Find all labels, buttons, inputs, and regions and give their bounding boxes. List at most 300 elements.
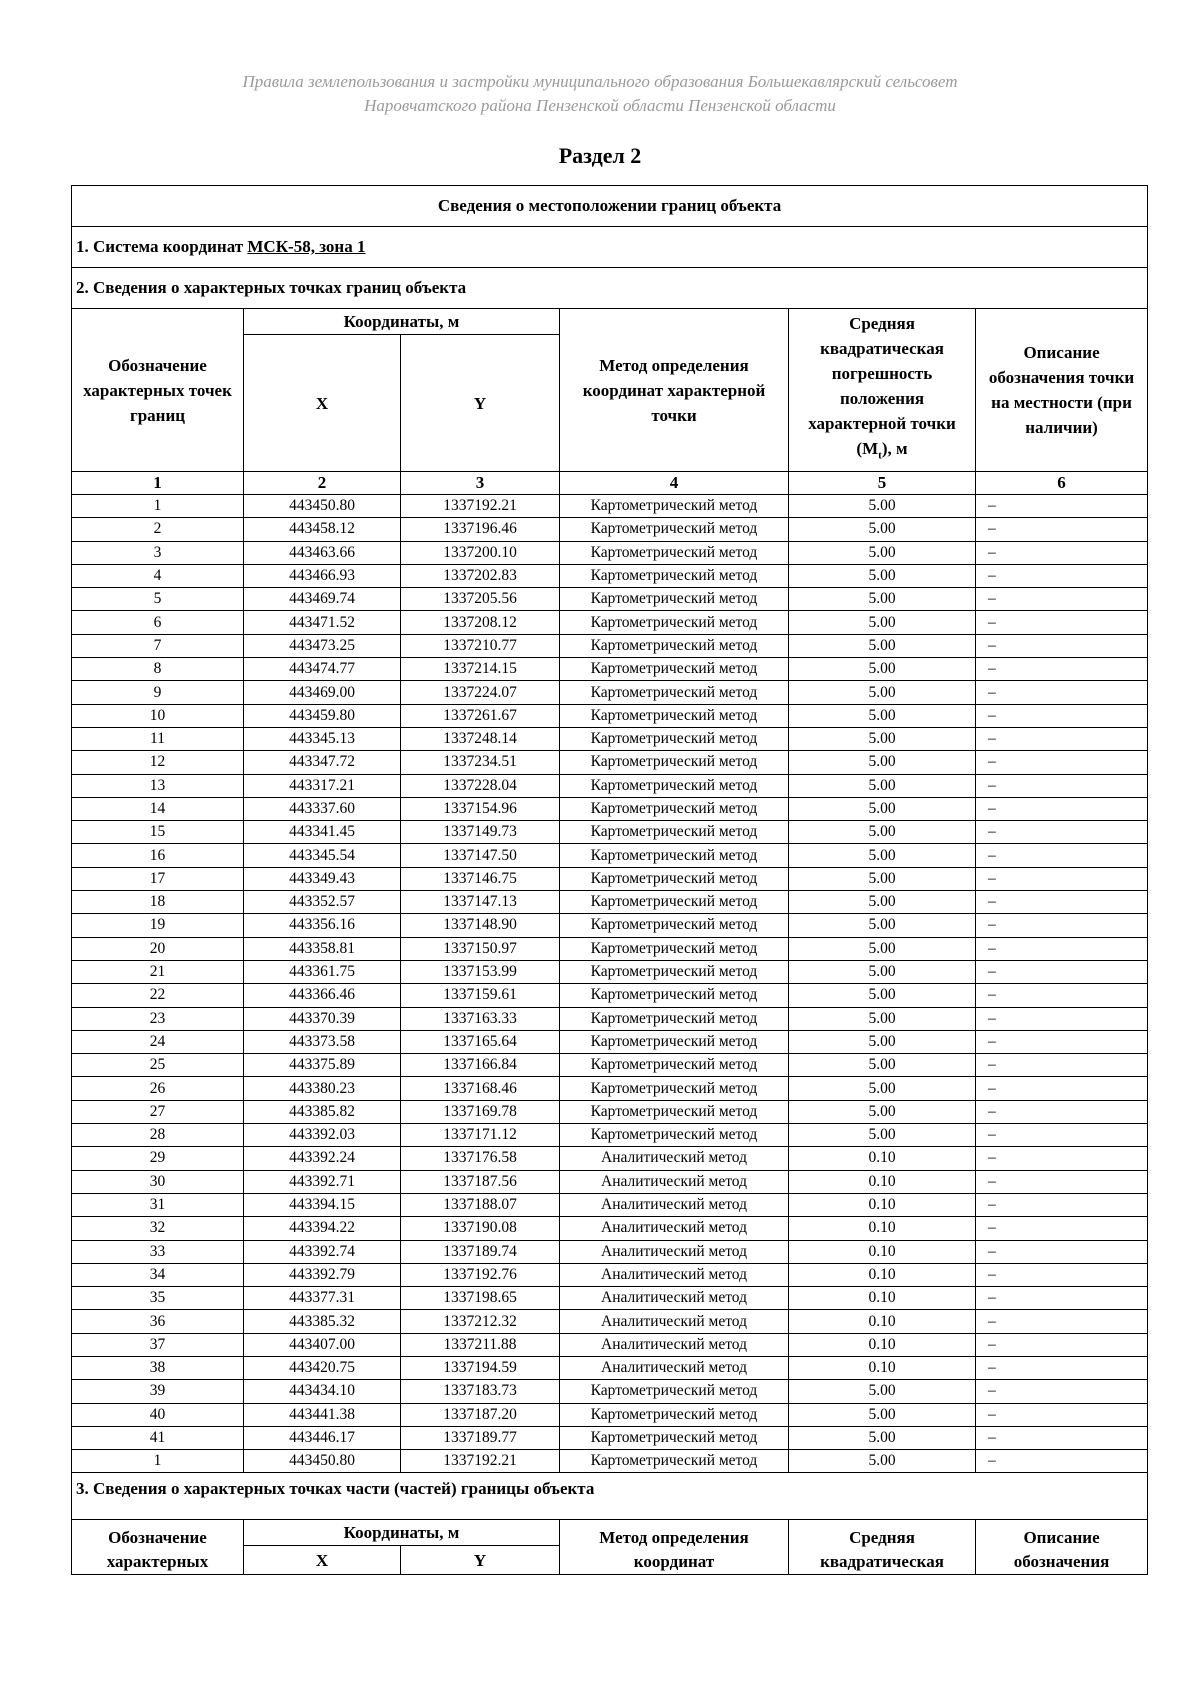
method-cell: Аналитический метод [560,1263,789,1286]
point-number-cell: 27 [72,1100,244,1123]
method-cell: Картометрический метод [560,495,789,518]
coord-y-cell: 1337261.67 [401,704,560,727]
description-cell: – [976,634,1148,657]
description-cell: – [976,1356,1148,1379]
page-header [0,70,1200,118]
coord-x-cell: 443392.03 [244,1124,401,1147]
description-cell: – [976,658,1148,681]
coord-y-cell: 1337248.14 [401,727,560,750]
description-cell: – [976,541,1148,564]
coord-x-cell: 443392.79 [244,1263,401,1286]
error-cell: 5.00 [789,634,976,657]
table-row [72,588,1148,611]
method-cell: Картометрический метод [560,821,789,844]
table-row [72,727,1148,750]
method-cell: Картометрический метод [560,960,789,983]
point-number-cell: 21 [72,960,244,983]
coord-y-cell: 1337224.07 [401,681,560,704]
coord-y-cell: 1337189.74 [401,1240,560,1263]
error-cell: 5.00 [789,681,976,704]
coord-y-cell: 1337147.50 [401,844,560,867]
parts-header-x: X [244,1546,401,1575]
table-row [72,1007,1148,1030]
description-cell: – [976,1380,1148,1403]
parts-header-designation: Обозначение характерных [72,1520,244,1575]
boundary-points-table [71,185,1148,1575]
method-cell: Картометрический метод [560,1030,789,1053]
coord-y-cell: 1337194.59 [401,1356,560,1379]
table-row [72,704,1148,727]
error-cell: 5.00 [789,564,976,587]
table-row [72,541,1148,564]
table-row [72,1077,1148,1100]
point-number-cell: 25 [72,1054,244,1077]
coord-y-cell: 1337166.84 [401,1054,560,1077]
table-row [72,1170,1148,1193]
point-number-cell: 32 [72,1217,244,1240]
point-number-cell: 4 [72,564,244,587]
coord-y-cell: 1337169.78 [401,1100,560,1123]
coordinate-system-label: 1. Система координат [76,237,244,256]
point-number-cell: 35 [72,1287,244,1310]
points-section-title: 2. Сведения о характерных точках границ объекта [72,268,1148,309]
error-cell: 5.00 [789,891,976,914]
coord-x-cell: 443469.74 [244,588,401,611]
method-cell: Картометрический метод [560,588,789,611]
coord-x-cell: 443459.80 [244,704,401,727]
method-cell: Аналитический метод [560,1356,789,1379]
coord-y-cell: 1337189.77 [401,1426,560,1449]
coord-y-cell: 1337200.10 [401,541,560,564]
coord-y-cell: 1337149.73 [401,821,560,844]
error-cell: 5.00 [789,1124,976,1147]
column-number: 1 [72,472,244,495]
coord-y-cell: 1337211.88 [401,1333,560,1356]
point-number-cell: 36 [72,1310,244,1333]
description-cell: – [976,1287,1148,1310]
point-number-cell: 22 [72,984,244,1007]
coord-x-cell: 443347.72 [244,751,401,774]
coord-x-cell: 443463.66 [244,541,401,564]
error-cell: 5.00 [789,495,976,518]
description-cell: – [976,751,1148,774]
description-cell: – [976,867,1148,890]
point-number-cell: 20 [72,937,244,960]
coord-y-cell: 1337198.65 [401,1287,560,1310]
method-cell: Аналитический метод [560,1310,789,1333]
table-row [72,797,1148,820]
header-x: X [244,335,401,472]
description-cell: – [976,1007,1148,1030]
point-number-cell: 28 [72,1124,244,1147]
table-row [72,844,1148,867]
coord-y-cell: 1337165.64 [401,1030,560,1053]
table-row [72,1356,1148,1379]
coord-y-cell: 1337228.04 [401,774,560,797]
point-number-cell: 10 [72,704,244,727]
point-number-cell: 9 [72,681,244,704]
error-cell: 5.00 [789,1100,976,1123]
coord-x-cell: 443345.13 [244,727,401,750]
method-cell: Аналитический метод [560,1287,789,1310]
coord-y-cell: 1337192.21 [401,495,560,518]
point-number-cell: 26 [72,1077,244,1100]
method-cell: Картометрический метод [560,844,789,867]
coord-y-cell: 1337154.96 [401,797,560,820]
coord-y-cell: 1337196.46 [401,518,560,541]
error-cell: 5.00 [789,704,976,727]
error-cell: 5.00 [789,751,976,774]
point-number-cell: 11 [72,727,244,750]
coord-x-cell: 443358.81 [244,937,401,960]
table-row [72,821,1148,844]
point-number-cell: 15 [72,821,244,844]
method-cell: Аналитический метод [560,1193,789,1216]
error-cell: 5.00 [789,588,976,611]
description-cell: – [976,1077,1148,1100]
table-row [72,1403,1148,1426]
table-row [72,1240,1148,1263]
method-cell: Аналитический метод [560,1217,789,1240]
coord-x-cell: 443392.24 [244,1147,401,1170]
point-number-cell: 1 [72,1450,244,1473]
coord-y-cell: 1337148.90 [401,914,560,937]
description-cell: – [976,611,1148,634]
point-number-cell: 40 [72,1403,244,1426]
table-row [72,564,1148,587]
coord-x-cell: 443474.77 [244,658,401,681]
coord-x-cell: 443385.82 [244,1100,401,1123]
table-row [72,1310,1148,1333]
coord-y-cell: 1337188.07 [401,1193,560,1216]
point-number-cell: 41 [72,1426,244,1449]
method-cell: Аналитический метод [560,1333,789,1356]
error-cell: 5.00 [789,1450,976,1473]
coord-x-cell: 443450.80 [244,1450,401,1473]
description-cell: – [976,914,1148,937]
error-cell: 5.00 [789,1426,976,1449]
coord-x-cell: 443392.74 [244,1240,401,1263]
coord-x-cell: 443356.16 [244,914,401,937]
point-number-cell: 2 [72,518,244,541]
description-cell: – [976,1217,1148,1240]
method-cell: Картометрический метод [560,681,789,704]
coord-x-cell: 443337.60 [244,797,401,820]
description-cell: – [976,727,1148,750]
error-cell: 5.00 [789,1380,976,1403]
header-error-main: Средняя квадратическая погрешность положения характерной точки (M [808,314,956,459]
point-number-cell: 3 [72,541,244,564]
header-error-unit: ), м [881,439,908,459]
table-row [72,937,1148,960]
error-cell: 5.00 [789,727,976,750]
table-row [72,891,1148,914]
coord-x-cell: 443373.58 [244,1030,401,1053]
description-cell: – [976,1124,1148,1147]
point-number-cell: 39 [72,1380,244,1403]
coord-x-cell: 443361.75 [244,960,401,983]
description-cell: – [976,891,1148,914]
error-cell: 5.00 [789,844,976,867]
table-row [72,518,1148,541]
error-cell: 5.00 [789,1007,976,1030]
error-cell: 0.10 [789,1217,976,1240]
error-cell: 5.00 [789,797,976,820]
method-cell: Аналитический метод [560,1240,789,1263]
coord-y-cell: 1337159.61 [401,984,560,1007]
header-designation: Обозначение характерных точек границ [72,309,244,472]
method-cell: Картометрический метод [560,984,789,1007]
section-title: Раздел 2 [558,143,642,168]
coord-y-cell: 1337187.20 [401,1403,560,1426]
coord-x-cell: 443450.80 [244,495,401,518]
error-cell: 5.00 [789,518,976,541]
description-cell: – [976,1100,1148,1123]
error-cell: 5.00 [789,960,976,983]
table-row [72,1263,1148,1286]
coord-x-cell: 443466.93 [244,564,401,587]
method-cell: Картометрический метод [560,1077,789,1100]
description-cell: – [976,588,1148,611]
method-cell: Картометрический метод [560,1100,789,1123]
description-cell: – [976,1030,1148,1053]
column-number: 4 [560,472,789,495]
table-row [72,1450,1148,1473]
description-cell: – [976,1147,1148,1170]
coord-x-cell: 443469.00 [244,681,401,704]
coord-y-cell: 1337208.12 [401,611,560,634]
method-cell: Картометрический метод [560,937,789,960]
method-cell: Картометрический метод [560,1124,789,1147]
method-cell: Картометрический метод [560,867,789,890]
point-number-cell: 23 [72,1007,244,1030]
description-cell: – [976,518,1148,541]
method-cell: Картометрический метод [560,518,789,541]
coord-y-cell: 1337202.83 [401,564,560,587]
coordinate-system-row [72,227,1148,268]
table-row [72,1193,1148,1216]
parts-section-title: 3. Сведения о характерных точках части (частей) границы объекта [72,1473,1148,1520]
point-number-cell: 24 [72,1030,244,1053]
description-cell: – [976,1333,1148,1356]
description-cell: – [976,937,1148,960]
coord-x-cell: 443458.12 [244,518,401,541]
coord-x-cell: 443407.00 [244,1333,401,1356]
coord-x-cell: 443345.54 [244,844,401,867]
description-cell: – [976,1263,1148,1286]
page-header-line-1: Правила землепользования и застройки муниципального образования Большекавлярский сельсовет [242,72,958,91]
point-number-cell: 29 [72,1147,244,1170]
coord-x-cell: 443352.57 [244,891,401,914]
coord-x-cell: 443341.45 [244,821,401,844]
coord-y-cell: 1337163.33 [401,1007,560,1030]
parts-header-method: Метод определения координат [560,1520,789,1575]
header-error [789,309,976,472]
point-number-cell: 37 [72,1333,244,1356]
description-cell: – [976,1240,1148,1263]
table-row [72,914,1148,937]
table-row [72,1124,1148,1147]
coord-x-cell: 443394.15 [244,1193,401,1216]
point-number-cell: 16 [72,844,244,867]
point-number-cell: 33 [72,1240,244,1263]
table-row [72,774,1148,797]
coord-x-cell: 443420.75 [244,1356,401,1379]
error-cell: 0.10 [789,1356,976,1379]
coord-y-cell: 1337146.75 [401,867,560,890]
table-row [72,1426,1148,1449]
coord-y-cell: 1337176.58 [401,1147,560,1170]
method-cell: Картометрический метод [560,727,789,750]
coord-y-cell: 1337153.99 [401,960,560,983]
method-cell: Картометрический метод [560,704,789,727]
point-number-cell: 8 [72,658,244,681]
coord-x-cell: 443441.38 [244,1403,401,1426]
coord-x-cell: 443394.22 [244,1217,401,1240]
header-coordinates: Координаты, м [244,309,560,335]
table-row [72,984,1148,1007]
table-row [72,611,1148,634]
description-cell: – [976,1193,1148,1216]
point-number-cell: 7 [72,634,244,657]
error-cell: 5.00 [789,984,976,1007]
column-numbers-row [72,472,1148,495]
method-cell: Картометрический метод [560,914,789,937]
coord-x-cell: 443434.10 [244,1380,401,1403]
coord-y-cell: 1337210.77 [401,634,560,657]
table-row [72,867,1148,890]
description-cell: – [976,1403,1148,1426]
coord-x-cell: 443392.71 [244,1170,401,1193]
description-cell: – [976,1426,1148,1449]
table-row [72,634,1148,657]
coord-x-cell: 443317.21 [244,774,401,797]
point-number-cell: 34 [72,1263,244,1286]
method-cell: Картометрический метод [560,891,789,914]
header-y: Y [401,335,560,472]
description-cell: – [976,774,1148,797]
error-cell: 5.00 [789,1077,976,1100]
point-number-cell: 1 [72,495,244,518]
coord-x-cell: 443473.25 [244,634,401,657]
table-row [72,1100,1148,1123]
error-cell: 5.00 [789,541,976,564]
description-cell: – [976,1450,1148,1473]
table-row [72,751,1148,774]
description-cell: – [976,1054,1148,1077]
table-row [72,960,1148,983]
method-cell: Картометрический метод [560,541,789,564]
error-cell: 5.00 [789,1054,976,1077]
parts-header-coordinates: Координаты, м [244,1520,560,1546]
table-row [72,681,1148,704]
point-number-cell: 19 [72,914,244,937]
description-cell: – [976,1310,1148,1333]
coord-y-cell: 1337214.15 [401,658,560,681]
page-header-line-2: Наровчатского района Пензенской области Пензенской области [364,96,836,115]
error-cell: 0.10 [789,1263,976,1286]
description-cell: – [976,960,1148,983]
table-row [72,658,1148,681]
coord-x-cell: 443375.89 [244,1054,401,1077]
parts-header-error: Средняя квадратическая [789,1520,976,1575]
coord-y-cell: 1337187.56 [401,1170,560,1193]
error-cell: 5.00 [789,1030,976,1053]
coord-x-cell: 443385.32 [244,1310,401,1333]
coord-x-cell: 443370.39 [244,1007,401,1030]
method-cell: Картометрический метод [560,751,789,774]
error-cell: 5.00 [789,611,976,634]
coord-y-cell: 1337171.12 [401,1124,560,1147]
header-method: Метод определения координат характерной точки [560,309,789,472]
column-number: 2 [244,472,401,495]
point-number-cell: 38 [72,1356,244,1379]
point-number-cell: 17 [72,867,244,890]
error-cell: 5.00 [789,774,976,797]
table-row [72,1054,1148,1077]
point-number-cell: 12 [72,751,244,774]
coord-x-cell: 443446.17 [244,1426,401,1449]
coord-y-cell: 1337212.32 [401,1310,560,1333]
method-cell: Картометрический метод [560,1403,789,1426]
table-row [72,1333,1148,1356]
description-cell: – [976,564,1148,587]
point-number-cell: 6 [72,611,244,634]
column-number: 5 [789,472,976,495]
table-row [72,1147,1148,1170]
error-cell: 5.00 [789,658,976,681]
coord-x-cell: 443349.43 [244,867,401,890]
coord-y-cell: 1337192.76 [401,1263,560,1286]
error-cell: 5.00 [789,821,976,844]
error-cell: 0.10 [789,1310,976,1333]
parts-header-description: Описание обозначения [976,1520,1148,1575]
method-cell: Картометрический метод [560,1450,789,1473]
method-cell: Картометрический метод [560,564,789,587]
table-row [72,1217,1148,1240]
error-cell: 5.00 [789,1403,976,1426]
description-cell: – [976,495,1148,518]
error-cell: 0.10 [789,1333,976,1356]
coord-x-cell: 443380.23 [244,1077,401,1100]
point-number-cell: 30 [72,1170,244,1193]
method-cell: Картометрический метод [560,611,789,634]
description-cell: – [976,681,1148,704]
column-number: 6 [976,472,1148,495]
error-cell: 0.10 [789,1193,976,1216]
table-row [72,1030,1148,1053]
coord-y-cell: 1337190.08 [401,1217,560,1240]
header-error-sub: t [878,449,882,462]
coord-x-cell: 443471.52 [244,611,401,634]
method-cell: Картометрический метод [560,658,789,681]
coordinate-system-value: МСК-58, зона 1 [247,237,366,256]
coord-y-cell: 1337150.97 [401,937,560,960]
coord-y-cell: 1337147.13 [401,891,560,914]
column-number: 3 [401,472,560,495]
description-cell: – [976,704,1148,727]
description-cell: – [976,797,1148,820]
method-cell: Картометрический метод [560,634,789,657]
description-cell: – [976,984,1148,1007]
method-cell: Картометрический метод [560,797,789,820]
point-number-cell: 14 [72,797,244,820]
method-cell: Картометрический метод [560,1007,789,1030]
method-cell: Картометрический метод [560,1426,789,1449]
error-cell: 5.00 [789,914,976,937]
table-title: Сведения о местоположении границ объекта [72,186,1148,227]
error-cell: 5.00 [789,867,976,890]
